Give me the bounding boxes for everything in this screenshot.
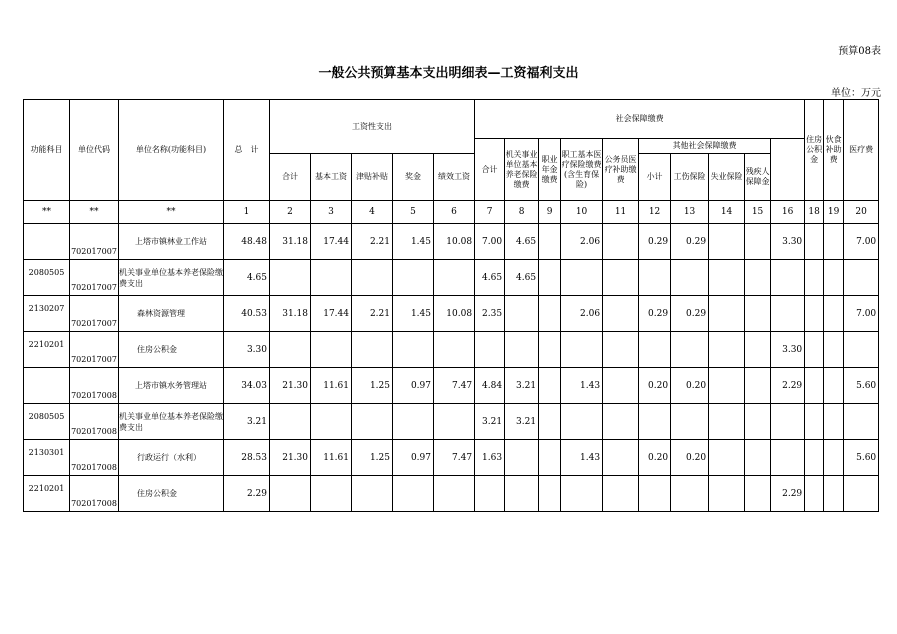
header-medical: 职工基本医疗保险缴费(含生育保险) xyxy=(561,139,603,201)
value-cell xyxy=(745,224,771,260)
value-cell xyxy=(434,260,475,296)
value-cell: 4.65 xyxy=(505,224,539,260)
header-civil-medical: 公务员医疗补助缴费 xyxy=(603,139,639,201)
index-cell: 3 xyxy=(311,201,352,224)
page-title: 一般公共预算基本支出明细表—工资福利支出 xyxy=(318,66,579,81)
value-cell xyxy=(844,260,879,296)
value-cell xyxy=(824,440,844,476)
func-code-cell: 2130301 xyxy=(24,440,70,476)
index-cell: 15 xyxy=(745,201,771,224)
value-cell xyxy=(671,476,709,512)
value-cell xyxy=(709,404,745,440)
value-cell: 0.20 xyxy=(671,440,709,476)
index-cell: ** xyxy=(119,201,224,224)
header-basic-wage: 基本工资 xyxy=(311,154,352,201)
value-cell: 3.21 xyxy=(505,404,539,440)
unit-code-cell: 702017008 xyxy=(70,404,119,440)
value-cell xyxy=(844,476,879,512)
value-cell: 2.21 xyxy=(352,224,393,260)
index-cell: 13 xyxy=(671,201,709,224)
value-cell: 2.35 xyxy=(475,296,505,332)
value-cell xyxy=(805,332,824,368)
header-wage-total: 合计 xyxy=(270,154,311,201)
value-cell xyxy=(539,224,561,260)
value-cell xyxy=(639,332,671,368)
index-cell: 9 xyxy=(539,201,561,224)
unit-name-cell: 上塔市镇水务管理站 xyxy=(119,368,224,404)
value-cell: 5.60 xyxy=(844,440,879,476)
header-social-total: 合计 xyxy=(475,139,505,201)
value-cell: 0.20 xyxy=(639,440,671,476)
value-cell xyxy=(709,476,745,512)
value-cell xyxy=(505,476,539,512)
unit-name-cell: 机关事业单位基本养老保险缴费支出 xyxy=(119,260,224,296)
value-cell xyxy=(561,260,603,296)
value-cell: 7.47 xyxy=(434,368,475,404)
value-cell: 11.61 xyxy=(311,440,352,476)
value-cell xyxy=(709,260,745,296)
unit-code-cell: 702017008 xyxy=(70,440,119,476)
value-cell: 1.45 xyxy=(393,296,434,332)
value-cell xyxy=(805,440,824,476)
value-cell xyxy=(805,476,824,512)
index-cell: 2 xyxy=(270,201,311,224)
value-cell xyxy=(745,260,771,296)
header-bonus: 奖金 xyxy=(393,154,434,201)
unit-name-cell: 行政运行（水利） xyxy=(119,440,224,476)
value-cell xyxy=(745,296,771,332)
index-cell: 14 xyxy=(709,201,745,224)
value-cell xyxy=(539,368,561,404)
value-cell xyxy=(745,332,771,368)
value-cell xyxy=(824,404,844,440)
index-cell: 8 xyxy=(505,201,539,224)
value-cell xyxy=(603,332,639,368)
table-row xyxy=(24,440,879,476)
unit-code-cell: 702017007 xyxy=(70,260,119,296)
header-total: 总 计 xyxy=(224,100,270,201)
unit-name-cell: 住房公积金 xyxy=(119,476,224,512)
value-cell xyxy=(824,260,844,296)
value-cell xyxy=(539,296,561,332)
header-performance: 绩效工资 xyxy=(434,154,475,201)
value-cell: 0.97 xyxy=(393,440,434,476)
index-cell: 11 xyxy=(603,201,639,224)
value-cell xyxy=(603,476,639,512)
value-cell xyxy=(505,296,539,332)
value-cell: 10.08 xyxy=(434,224,475,260)
func-code-cell: 2080505 xyxy=(24,260,70,296)
value-cell xyxy=(603,404,639,440)
header-func: 功能科目 xyxy=(24,100,70,201)
header-social-group: 社会保障缴费 xyxy=(475,100,805,139)
value-cell: 40.53 xyxy=(224,296,270,332)
func-code-cell: 2080505 xyxy=(24,404,70,440)
value-cell: 4.84 xyxy=(475,368,505,404)
index-cell: 20 xyxy=(844,201,879,224)
table-row xyxy=(24,296,879,332)
value-cell xyxy=(671,260,709,296)
value-cell xyxy=(671,404,709,440)
value-cell xyxy=(824,476,844,512)
value-cell: 17.44 xyxy=(311,296,352,332)
unit-label: 单位：万元 xyxy=(831,88,881,99)
value-cell xyxy=(393,332,434,368)
value-cell: 7.00 xyxy=(844,224,879,260)
value-cell: 0.29 xyxy=(671,296,709,332)
unit-name-cell: 上塔市镇林业工作站 xyxy=(119,224,224,260)
value-cell: 1.25 xyxy=(352,440,393,476)
func-code-cell xyxy=(24,368,70,404)
unit-code-cell: 702017007 xyxy=(70,224,119,260)
value-cell: 10.08 xyxy=(434,296,475,332)
value-cell: 3.21 xyxy=(505,368,539,404)
value-cell: 1.43 xyxy=(561,440,603,476)
value-cell xyxy=(270,332,311,368)
table-row xyxy=(24,224,879,260)
index-cell: 19 xyxy=(824,201,844,224)
value-cell xyxy=(561,404,603,440)
budget-table xyxy=(23,99,879,512)
value-cell: 31.18 xyxy=(270,296,311,332)
value-cell xyxy=(771,404,805,440)
value-cell: 3.30 xyxy=(771,224,805,260)
header-disability: 残疾人保障金 xyxy=(745,154,771,201)
value-cell xyxy=(352,260,393,296)
value-cell xyxy=(745,404,771,440)
value-cell: 1.63 xyxy=(475,440,505,476)
value-cell: 2.06 xyxy=(561,296,603,332)
value-cell xyxy=(603,440,639,476)
value-cell xyxy=(805,296,824,332)
value-cell xyxy=(352,404,393,440)
value-cell xyxy=(539,332,561,368)
index-cell: 12 xyxy=(639,201,671,224)
value-cell: 7.00 xyxy=(475,224,505,260)
func-code-cell: 2130207 xyxy=(24,296,70,332)
value-cell: 0.20 xyxy=(639,368,671,404)
value-cell xyxy=(639,476,671,512)
value-cell: 48.48 xyxy=(224,224,270,260)
value-cell xyxy=(539,260,561,296)
value-cell: 7.00 xyxy=(844,296,879,332)
header-meal: 伙食补助费 xyxy=(824,100,844,201)
value-cell xyxy=(603,296,639,332)
value-cell xyxy=(561,332,603,368)
value-cell xyxy=(270,476,311,512)
value-cell xyxy=(805,224,824,260)
index-cell: 6 xyxy=(434,201,475,224)
value-cell: 2.21 xyxy=(352,296,393,332)
table-row xyxy=(24,476,879,512)
value-cell xyxy=(745,476,771,512)
index-cell: 10 xyxy=(561,201,603,224)
header-other-subtotal: 小计 xyxy=(639,154,671,201)
value-cell xyxy=(393,260,434,296)
value-cell xyxy=(771,260,805,296)
value-cell xyxy=(393,404,434,440)
value-cell: 0.29 xyxy=(671,224,709,260)
table-row xyxy=(24,332,879,368)
header-housing: 住房公积金 xyxy=(805,100,824,201)
value-cell xyxy=(824,296,844,332)
value-cell: 1.43 xyxy=(561,368,603,404)
value-cell xyxy=(709,368,745,404)
value-cell: 3.21 xyxy=(224,404,270,440)
value-cell xyxy=(745,368,771,404)
value-cell: 2.29 xyxy=(771,368,805,404)
header-injury: 工伤保险 xyxy=(671,154,709,201)
value-cell: 31.18 xyxy=(270,224,311,260)
value-cell xyxy=(844,332,879,368)
index-cell: ** xyxy=(70,201,119,224)
value-cell xyxy=(603,260,639,296)
value-cell xyxy=(639,404,671,440)
unit-code-cell: 702017008 xyxy=(70,476,119,512)
header-unemployment: 失业保险 xyxy=(709,154,745,201)
value-cell: 21.30 xyxy=(270,440,311,476)
value-cell: 3.21 xyxy=(475,404,505,440)
header-name: 单位名称(功能科目) xyxy=(119,100,224,201)
value-cell: 3.30 xyxy=(771,332,805,368)
value-cell xyxy=(771,296,805,332)
value-cell xyxy=(709,224,745,260)
func-code-cell xyxy=(24,224,70,260)
value-cell xyxy=(434,332,475,368)
value-cell: 0.97 xyxy=(393,368,434,404)
unit-code-cell: 702017007 xyxy=(70,296,119,332)
value-cell xyxy=(561,476,603,512)
index-cell: ** xyxy=(24,201,70,224)
value-cell: 4.65 xyxy=(475,260,505,296)
value-cell: 11.61 xyxy=(311,368,352,404)
unit-name-cell: 机关事业单位基本养老保险缴费支出 xyxy=(119,404,224,440)
header-annuity: 职业年金缴费 xyxy=(539,139,561,201)
value-cell: 5.60 xyxy=(844,368,879,404)
value-cell xyxy=(311,476,352,512)
value-cell xyxy=(805,260,824,296)
value-cell: 34.03 xyxy=(224,368,270,404)
index-cell: 5 xyxy=(393,201,434,224)
value-cell: 2.29 xyxy=(771,476,805,512)
index-cell: 4 xyxy=(352,201,393,224)
value-cell: 21.30 xyxy=(270,368,311,404)
value-cell xyxy=(352,332,393,368)
header-wage-group: 工资性支出 xyxy=(270,100,475,154)
table-row xyxy=(24,368,879,404)
value-cell xyxy=(771,440,805,476)
unit-name-cell: 森林资源管理 xyxy=(119,296,224,332)
table-tag: 预算08表 xyxy=(838,46,881,57)
value-cell: 2.29 xyxy=(224,476,270,512)
value-cell: 1.45 xyxy=(393,224,434,260)
value-cell xyxy=(311,332,352,368)
value-cell: 17.44 xyxy=(311,224,352,260)
value-cell xyxy=(475,332,505,368)
table-row xyxy=(24,260,879,296)
value-cell xyxy=(671,332,709,368)
value-cell: 2.06 xyxy=(561,224,603,260)
index-cell: 18 xyxy=(805,201,824,224)
value-cell xyxy=(824,332,844,368)
value-cell: 4.65 xyxy=(505,260,539,296)
index-row xyxy=(24,201,879,224)
value-cell: 3.30 xyxy=(224,332,270,368)
value-cell xyxy=(505,440,539,476)
value-cell xyxy=(352,476,393,512)
value-cell xyxy=(393,476,434,512)
value-cell xyxy=(709,332,745,368)
func-code-cell: 2210201 xyxy=(24,476,70,512)
value-cell: 0.29 xyxy=(639,224,671,260)
unit-name-cell: 住房公积金 xyxy=(119,332,224,368)
index-cell: 7 xyxy=(475,201,505,224)
value-cell xyxy=(745,440,771,476)
func-code-cell: 2210201 xyxy=(24,332,70,368)
value-cell xyxy=(434,404,475,440)
header-pension: 机关事业单位基本养老保险缴费 xyxy=(505,139,539,201)
unit-code-cell: 702017007 xyxy=(70,332,119,368)
value-cell xyxy=(603,224,639,260)
table-row xyxy=(24,404,879,440)
header-allowance: 津贴补贴 xyxy=(352,154,393,201)
value-cell xyxy=(709,296,745,332)
value-cell xyxy=(824,224,844,260)
value-cell xyxy=(539,440,561,476)
value-cell xyxy=(709,440,745,476)
value-cell xyxy=(539,404,561,440)
value-cell: 1.25 xyxy=(352,368,393,404)
value-cell xyxy=(270,260,311,296)
value-cell: 0.29 xyxy=(639,296,671,332)
value-cell xyxy=(434,476,475,512)
value-cell: 4.65 xyxy=(224,260,270,296)
value-cell xyxy=(824,368,844,404)
value-cell xyxy=(475,476,505,512)
header-other-social-group: 其他社会保障缴费 xyxy=(639,139,771,154)
value-cell xyxy=(639,260,671,296)
value-cell xyxy=(603,368,639,404)
value-cell: 28.53 xyxy=(224,440,270,476)
value-cell xyxy=(844,404,879,440)
value-cell xyxy=(539,476,561,512)
unit-code-cell: 702017008 xyxy=(70,368,119,404)
header-med-fee: 医疗费 xyxy=(844,100,879,201)
header-code: 单位代码 xyxy=(70,100,119,201)
value-cell xyxy=(805,404,824,440)
index-cell: 1 xyxy=(224,201,270,224)
index-cell: 16 xyxy=(771,201,805,224)
value-cell xyxy=(270,404,311,440)
value-cell xyxy=(805,368,824,404)
value-cell xyxy=(311,404,352,440)
value-cell: 0.20 xyxy=(671,368,709,404)
value-cell xyxy=(311,260,352,296)
value-cell: 7.47 xyxy=(434,440,475,476)
value-cell xyxy=(505,332,539,368)
